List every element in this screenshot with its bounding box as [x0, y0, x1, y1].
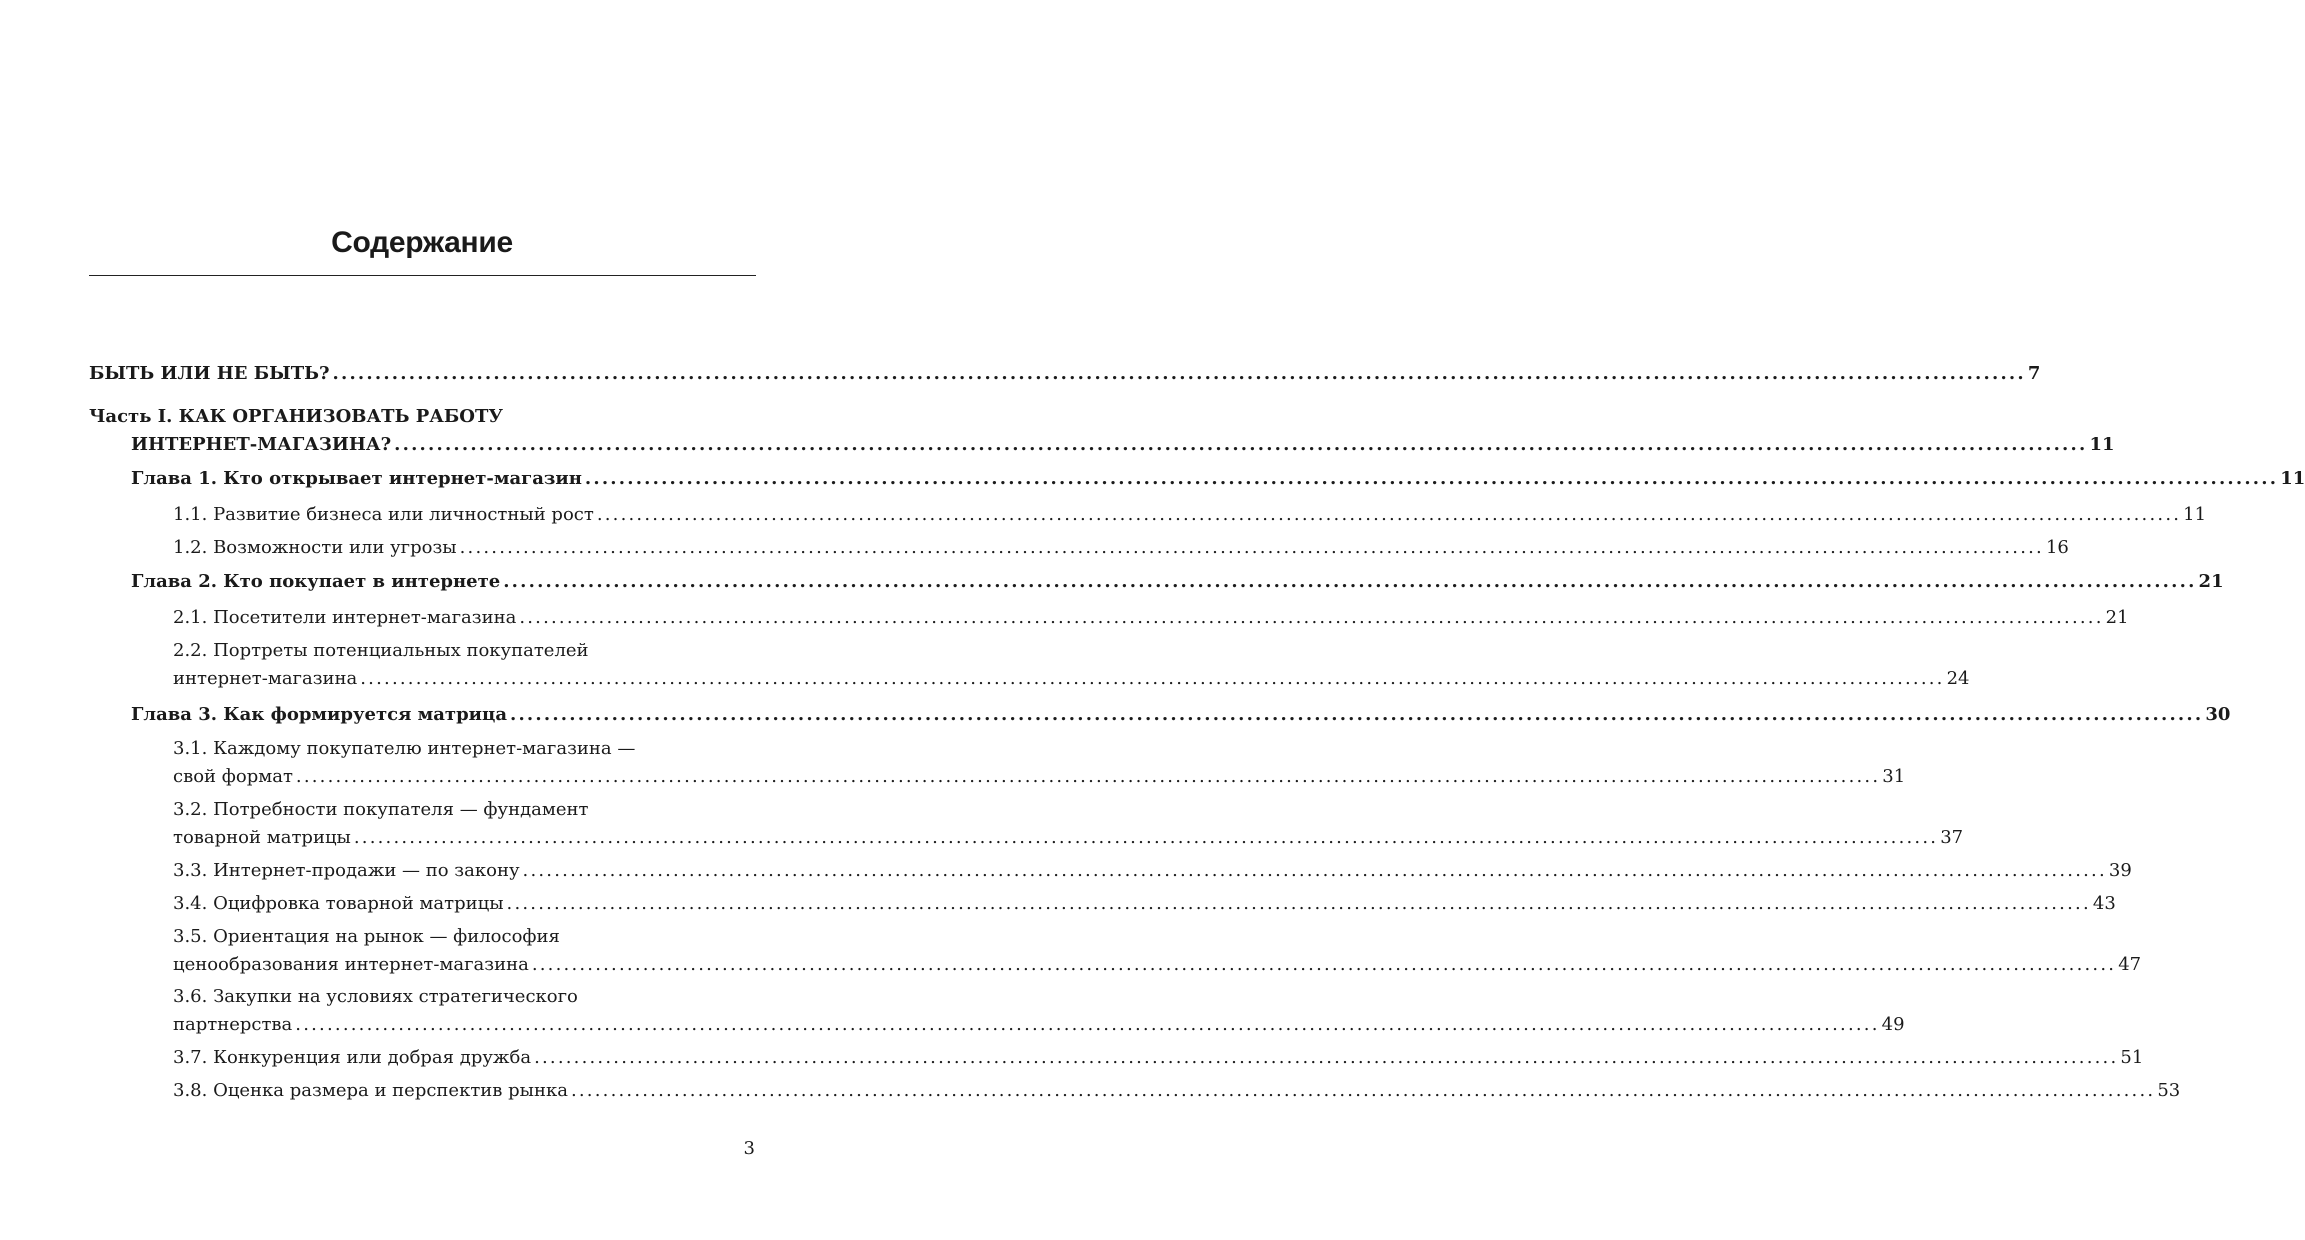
toc-leader-dots: ........................................................................................................................................................................................................ [570, 1080, 2156, 1101]
toc-entry-chapter-1[interactable] [131, 468, 2305, 490]
toc-entry-section-1-2[interactable] [173, 537, 2069, 559]
toc-leader-dots: ........................................................................................................................................................................................................ [360, 668, 1945, 689]
toc-leader-dots: ........................................................................................................................................................................................................ [459, 537, 2044, 558]
toc-leader-dots: ........................................................................................................................................................................................................ [506, 893, 2091, 914]
toc-entry-title: интернет-магазина [173, 668, 358, 689]
toc-entry-section-2-2[interactable] [173, 668, 1970, 690]
toc-entry-section-3-5[interactable] [173, 954, 2142, 976]
toc-entry-page: 30 [2205, 704, 2231, 725]
toc-entry-chapter-2[interactable] [131, 571, 2224, 593]
toc-entry-title: партнерства [173, 1014, 293, 1035]
toc-entry-chapter-3[interactable] [131, 704, 2231, 726]
toc-leader-dots: ........................................................................................................................................................................................................ [353, 827, 1939, 848]
toc-part-heading[interactable]: Часть I. КАК ОРГАНИЗОВАТЬ РАБОТУ [89, 406, 503, 427]
toc-leader-dots: ........................................................................................................................................................................................................ [534, 1047, 2119, 1068]
toc-entry-section-3-3[interactable] [173, 860, 2132, 882]
toc-entry-page: 7 [2027, 363, 2041, 384]
toc-entry-title: свой формат [173, 766, 293, 787]
toc-leader-dots: ........................................................................................................................................................................................................ [519, 607, 2104, 628]
toc-entry-page: 16 [2045, 537, 2069, 558]
toc-entry-section-3-6[interactable] [173, 1014, 1905, 1036]
toc-leader-dots: ........................................................................................................................................................................................................ [295, 1014, 1880, 1035]
toc-entry-page: 53 [2157, 1080, 2181, 1101]
toc-entry-title: ИНТЕРНЕТ-МАГАЗИНА? [131, 434, 392, 455]
toc-entry-section-2-2-line1[interactable]: 2.2. Портреты потенциальных покупателей [173, 640, 589, 661]
toc-entry-title: 2.1. Посетители интернет-магазина [173, 607, 517, 628]
toc-leader-dots: ........................................................................................................................................................................................................ [503, 571, 2197, 592]
toc-entry-title: 3.4. Оцифровка товарной матрицы [173, 893, 504, 914]
toc-entry-section-3-4[interactable] [173, 893, 2116, 915]
toc-entry-page: 39 [2108, 860, 2132, 881]
toc-entry-section-3-5-line1[interactable]: 3.5. Ориентация на рынок — философия [173, 926, 560, 947]
toc-entry-section-3-8[interactable] [173, 1080, 2181, 1102]
toc-leader-dots: ........................................................................................................................................................................................................ [509, 704, 2204, 725]
toc-entry-page: 11 [2280, 468, 2305, 489]
toc-entry-part-1[interactable] [131, 434, 2115, 456]
toc-entry-page: 47 [2118, 954, 2142, 975]
toc-entry-page: 51 [2120, 1047, 2144, 1068]
toc-entry-title: 3.8. Оценка размера и перспектив рынка [173, 1080, 568, 1101]
toc-entry-page: 24 [1946, 668, 1970, 689]
toc-entry-page: 49 [1881, 1014, 1905, 1035]
toc-entry-section-3-1-line1[interactable]: 3.1. Каждому покупателю интернет-магазина — [173, 738, 636, 759]
toc-leader-dots: ........................................................................................................................................................................................................ [295, 766, 1881, 787]
toc-entry-section-3-7[interactable] [173, 1047, 2144, 1069]
toc-leader-dots: ........................................................................................................................................................................................................ [596, 504, 2182, 525]
toc-entry-page: 43 [2092, 893, 2116, 914]
toc-entry-title: 1.2. Возможности или угрозы [173, 537, 457, 558]
toc-leader-dots: ........................................................................................................................................................................................................ [522, 860, 2107, 881]
toc-leader-dots: ........................................................................................................................................................................................................ [332, 363, 2026, 384]
toc-entry-page: 21 [2198, 571, 2224, 592]
toc-entry-title: Глава 3. Как формируется матрица [131, 704, 507, 725]
toc-entry-section-3-6-line1[interactable]: 3.6. Закупки на условиях стратегического [173, 986, 578, 1007]
toc-leader-dots: ........................................................................................................................................................................................................ [531, 954, 2117, 975]
toc-leader-dots: ........................................................................................................................................................................................................ [584, 468, 2279, 489]
toc-entry-title: Глава 2. Кто покупает в интернете [131, 571, 501, 592]
toc-entry-page: 11 [2089, 434, 2115, 455]
toc-entry-title: ценообразования интернет-магазина [173, 954, 529, 975]
toc-entry-section-2-1[interactable] [173, 607, 2129, 629]
page-number: 3 [743, 1138, 755, 1159]
toc-entry-title: БЫТЬ ИЛИ НЕ БЫТЬ? [89, 363, 330, 384]
toc-entry-title: 1.1. Развитие бизнеса или личностный рост [173, 504, 594, 525]
toc-entry-title: 3.3. Интернет-продажи — по закону [173, 860, 520, 881]
toc-entry-section-1-1[interactable] [173, 504, 2207, 526]
toc-leader-dots: ........................................................................................................................................................................................................ [394, 434, 2088, 455]
toc-entry-section-3-1[interactable] [173, 766, 1906, 788]
toc-entry-page: 11 [2183, 504, 2207, 525]
toc-entry-page: 31 [1882, 766, 1906, 787]
toc-entry-title: 3.7. Конкуренция или добрая дружба [173, 1047, 532, 1068]
toc-entry-page: 21 [2105, 607, 2129, 628]
toc-entry-title: Глава 1. Кто открывает интернет-магазин [131, 468, 582, 489]
toc-entry-title: товарной матрицы [173, 827, 351, 848]
toc-entry-section-3-2-line1[interactable]: 3.2. Потребности покупателя — фундамент [173, 799, 589, 820]
toc-entry-section-3-2[interactable] [173, 827, 1964, 849]
page-title: Содержание [331, 226, 513, 259]
toc-entry-page: 37 [1940, 827, 1964, 848]
toc-entry-intro[interactable] [89, 363, 2041, 385]
